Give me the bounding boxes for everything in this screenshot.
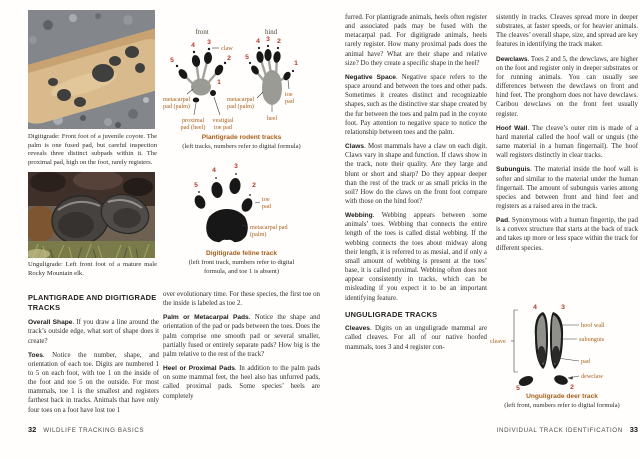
paragraph-lead: Overall Shape	[28, 319, 73, 327]
dewclaw-5	[517, 374, 534, 388]
rodent-tracks-diagram	[163, 14, 320, 132]
feline-toe-4	[210, 181, 223, 198]
paragraph-dewclaws	[496, 55, 638, 119]
paragraph-lead: Cleaves	[345, 325, 370, 333]
hind-number-4: 4	[256, 38, 260, 45]
subunguis-label: subunguis	[579, 336, 605, 343]
right-column-2	[496, 13, 638, 258]
deer-number-4: 4	[533, 304, 537, 311]
hind-number-5: 5	[245, 54, 249, 61]
front-number-2: 2	[227, 55, 231, 62]
deer-track-diagram	[490, 301, 640, 391]
front-number-5: 5	[170, 57, 174, 64]
hind-toe-pad-label-2: pad	[285, 98, 294, 105]
coyote-photo-caption: Digitigrade: Front foot of a juvenile coyote. The palm is one fused pad, but careful inspection reveals three distinct subpads within it. The proximal pad, high on the foot, rarely registers.	[28, 133, 157, 166]
hind-toe-3	[264, 49, 271, 61]
claw-mark	[258, 47, 260, 49]
coyote-foot-photo	[28, 10, 155, 129]
vestigial-label-2: toe pad	[213, 124, 233, 131]
paragraph-sistently	[496, 13, 638, 50]
hind-number-1: 1	[294, 60, 298, 67]
front-track	[176, 48, 226, 103]
feline-track	[193, 173, 255, 242]
hind-metacarpal-heel	[262, 70, 282, 105]
paragraph-text: . Most mammals have a claw on each digit. Claws vary in shape and function. If claws show in the track, note their quality. Are they large and blunt or short and sharp? Do they appear deeper than the rest of the track or as small pricks in the soil? How do the claws on the front foot compare with those on the hind foot?	[345, 143, 487, 205]
feline-caption-sub-2: formula, and toe 1 is absent)	[203, 268, 280, 275]
vestigial-label-1: vestigial	[212, 117, 234, 124]
feline-toe-3	[229, 177, 242, 194]
front-metacarpal-label-1: metacarpal	[163, 96, 191, 103]
paragraph-text: . Digits on an unguligrade mammal are called cleaves. For all of our native hoofed mammals, toes 3 and 4 register con-	[345, 325, 487, 351]
right-column-1	[345, 13, 487, 357]
feline-toe-pad-label-2: pad	[262, 203, 271, 210]
elk-photo-caption: Unguligrade: Left front foot of a mature male Rocky Mountain elk.	[28, 261, 157, 277]
claw-mark	[208, 48, 210, 50]
page-number: 32	[28, 425, 37, 434]
right-page-footer	[440, 425, 638, 434]
feline-number-5: 5	[194, 182, 198, 189]
paragraph-negative-space	[345, 73, 487, 137]
feline-toe-pad-label-1: toe	[262, 196, 270, 203]
hind-toe-4	[256, 51, 265, 63]
front-proximal-pad	[193, 98, 199, 103]
front-metacarpal-pad	[191, 79, 211, 96]
section-heading-plantigrade: PLANTIGRADE AND DIGITIGRADE TRACKS	[28, 293, 157, 312]
paragraph-text: furred. For plantigrade animals, heels often register and associated pads may be fused with the metacarpal pad. For digitigrade animals, heels rarely register. How many proximal pads does the animal have? What are their shape and relative size? Do they create a specific shape in the heel?	[345, 14, 487, 67]
grass	[28, 241, 155, 258]
right-cleave-pad	[552, 346, 560, 364]
claw-mark	[193, 51, 195, 53]
deer-number-5: 5	[516, 385, 520, 391]
front-metacarpal-label-2: pad (palm)	[163, 103, 190, 110]
feline-number-4: 4	[212, 167, 216, 174]
deer-number-3: 3	[561, 304, 565, 311]
paragraph-heel-pads	[163, 364, 320, 401]
deer-number-2: 2	[570, 384, 574, 391]
claw-mark	[235, 173, 237, 175]
paragraph-lead: Pad	[496, 217, 509, 225]
feline-caption-title: Digitigrade feline track	[205, 250, 278, 257]
front-number-1: 1	[217, 79, 221, 86]
hind-track-title: hind	[264, 29, 278, 36]
paragraph-claws	[345, 142, 487, 206]
feline-caption-sub-1: (left front track, numbers refer to digital	[188, 259, 295, 266]
paragraph-lead: Toes	[28, 351, 43, 359]
paragraph-text: . Notice the number, shape, and orientation of each toe. Digits are numbered 1 to 5 on each foot, with toe 1 on the inside of the foot and toe 5 on the outside. For most mammals, toe 1 is the smallest and registers farthest back in tracks. Animals that have only four toes on a foot have lost toe 1	[28, 351, 159, 414]
paragraph-text: sistently in tracks. Cleaves spread more in deeper substrates, at faster speeds, or for heavier animals. The cleaves’ overall shape, size, and spread are key features in identifying the track maker.	[496, 14, 638, 49]
paragraph-lead: Hoof Wall	[496, 124, 528, 132]
paragraph-lead: Subunguis	[496, 166, 531, 174]
claw-mark	[176, 65, 178, 67]
claw-mark	[198, 191, 200, 193]
left-column-2	[163, 290, 320, 406]
paragraph-pad	[496, 216, 638, 253]
paragraph-text: . Toes 2 and 5, the dewclaws, are higher on the foot and register only in deeper substrates or for running animals. You can usually see differences between the dewclaws on front and hind feet. The pronghorn does not have dewclaws. Caribou dewclaws on the front feet usually register.	[496, 55, 638, 118]
dewclaw-arrowhead	[568, 376, 573, 379]
paragraph-text: . In addition to the palm pads on some mammal feet, the heel also has unfurred pads, called proximal pads. Some species’ heels are completely	[163, 365, 320, 400]
hind-metacarpal-label-2: pad (palm)	[227, 103, 254, 110]
feline-metacarpal-pad	[206, 209, 248, 242]
dewclaw-label: dewclaw	[581, 373, 603, 380]
feline-toe-5	[193, 194, 208, 211]
paragraph-text: . The material inside the hoof wall is softer and similar to the material under the human fingernail. The amount of subunguis varies among species and between front and hind feet and registers as a raised area in the track.	[496, 166, 638, 210]
claw-mark	[249, 62, 251, 64]
paragraph-cleaves	[345, 324, 487, 351]
deer-caption-sub: (left front, numbers refer to digital formula)	[504, 402, 620, 409]
claw-mark	[267, 45, 269, 47]
dewclaw-2	[553, 374, 569, 387]
hind-toe-2	[273, 51, 282, 63]
hind-heel-label: heel	[266, 115, 278, 122]
paragraph-lead: Palm or Metacarpal Pads	[163, 314, 249, 322]
paragraph-subunguis	[496, 165, 638, 211]
paragraph-text: . Negative space refers to the space around and between the toes and other pads. Sometimes it creates distinct and recognizable shapes, such as the distinctive star shape created by the fur between the toes and palm pad in the coyote foot. Pay attention to negative space to notice the relationship between toes and the palm.	[345, 73, 487, 136]
feline-number-3: 3	[234, 163, 238, 170]
paragraph-hoof-wall	[496, 124, 638, 161]
front-track-title: front	[195, 29, 209, 36]
feline-metacarpal-label-1: metacarpal pad	[250, 224, 288, 231]
paragraph-text: . Synonymous with a human fingertip, the pad is a convex structure that starts at the back of track and takes up more or less space within the track for different species.	[496, 217, 638, 252]
paragraph-lead: Dewclaws	[496, 55, 528, 63]
hoof-wall-label: hoof wall	[581, 322, 605, 329]
front-number-3: 3	[207, 39, 211, 46]
claw-mark	[292, 70, 294, 72]
deer-caption-title: Unguligrade deer track	[526, 393, 598, 400]
hind-number-3: 3	[266, 36, 270, 43]
paragraph-text: over evolutionary time. For these species, the first toe on the inside is labeled as toe 2.	[163, 291, 320, 308]
paragraph-overall-shape	[28, 318, 159, 345]
cleave-label: cleave	[490, 338, 506, 345]
pad-label: pad	[581, 358, 590, 365]
front-toe-4	[191, 54, 201, 67]
rodent-caption-sub: (left tracks, numbers refer to digital formula)	[182, 143, 301, 150]
front-number-4: 4	[191, 42, 195, 49]
claw-label: claw	[221, 45, 233, 52]
hind-toe-pad-label-1: toe	[285, 91, 293, 98]
left-cleave-pad	[538, 346, 546, 364]
feline-track-diagram	[170, 157, 320, 249]
paragraph-continuation	[163, 290, 320, 308]
claw-mark	[215, 177, 217, 179]
paragraph-lead: Negative Space	[345, 73, 396, 81]
left-page-footer	[28, 425, 144, 434]
page-number: 33	[629, 425, 638, 434]
paragraph-lead: Claws	[345, 143, 365, 151]
proximal-label-2: pad (heel)	[180, 124, 206, 131]
paragraph-webbing	[345, 211, 487, 303]
proximal-label-1: proximal	[181, 117, 205, 124]
feline-number-2: 2	[252, 182, 256, 189]
paragraph-text: . Webbing appears between some animals’ toes. Webbing that connects the entire length of the toes is called distal webbing. If the webbing connects the toes about midway along their length, it is referred to as mesial, and if only a small amount of webbing is present at the toes’ base, it is called proximal. Webbing often does not appear consistently in tracks, which can be misleading if you expect it to be an important identifying feature.	[345, 212, 487, 302]
running-title: INDIVIDUAL TRACK IDENTIFICATION	[496, 427, 623, 434]
section-heading-unguligrade: UNGULIGRADE TRACKS	[345, 309, 438, 319]
front-toe-3	[204, 52, 213, 65]
paragraph-text: . The cleave’s outer rim is made of a hard material called the hoof wall or unguis (the same material in a human fingernail). The hoof wall registers distinctly in clear tracks.	[496, 124, 638, 160]
front-vestigial-toe-pad	[210, 90, 216, 96]
claw-mark	[249, 194, 251, 196]
paragraph-text: . Notice the shape and orientation of the pad or pads between the toes. Does the palm comprise one smooth pad or several smaller, partially fused or entirely separate pads? How big is the palm relative to the rest of the track?	[163, 314, 320, 358]
running-title: WILDLIFE TRACKING BASICS	[43, 427, 145, 434]
paragraph-furred	[345, 13, 487, 68]
hind-toe-1	[282, 70, 292, 81]
feline-metacarpal-label-2: (palm)	[250, 231, 267, 238]
rodent-caption-title: Plantigrade rodent tracks	[201, 134, 282, 141]
left-column-1	[28, 293, 159, 420]
claw-mark	[277, 47, 279, 49]
hind-number-2: 2	[277, 38, 281, 45]
feline-toe-2	[240, 197, 255, 214]
deer-track	[517, 312, 569, 388]
paragraph-toes	[28, 351, 159, 415]
paragraph-lead: Webbing	[345, 212, 373, 220]
paragraph-text: . If you draw a line around the track’s outside edge, what sort of shape does it create?	[28, 319, 159, 345]
paragraph-lead: Heel or Proximal Pads	[163, 365, 235, 373]
hind-metacarpal-label-1: metacarpal	[227, 96, 255, 103]
claw-mark	[224, 62, 226, 64]
elk-foot-photo	[28, 172, 155, 258]
paragraph-palm-pads	[163, 313, 320, 359]
